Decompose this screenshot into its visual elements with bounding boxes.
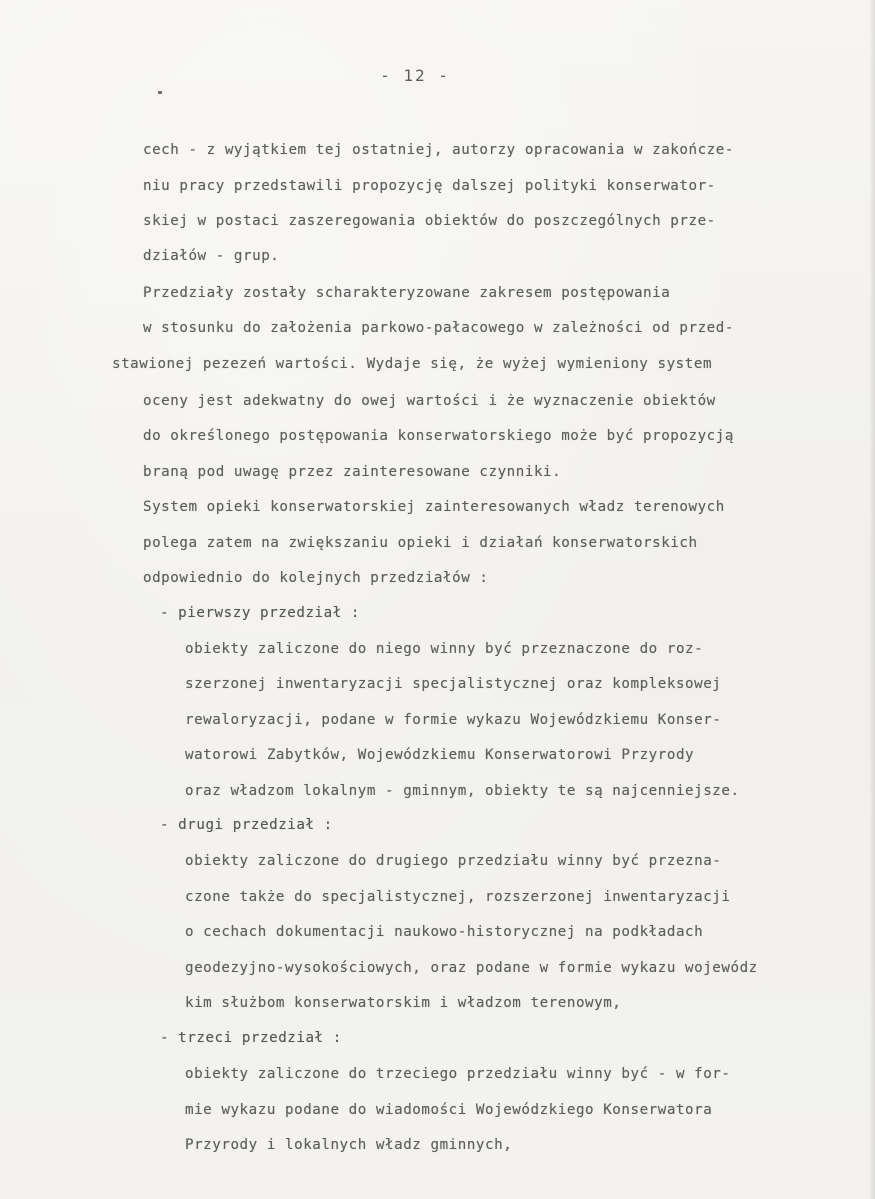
list-heading-first: - pierwszy przedział :	[160, 605, 361, 621]
text-line: watorowi Zabytków, Wojewódzkiemu Konserwatorowi Przyrody	[185, 747, 695, 763]
list-heading-second: - drugi przedział :	[160, 817, 333, 833]
text-line: Przedziały zostały scharakteryzowane zakresem postępowania	[143, 285, 671, 301]
text-line: niu pracy przedstawili propozycję dalszej polityki konserwator-	[143, 178, 716, 194]
text-line: obiekty zaliczone do trzeciego przedziału winny być - w for-	[185, 1066, 731, 1082]
ink-speck	[158, 91, 162, 94]
text-line: do określonego postępowania konserwatorskiego może być propozycją	[143, 428, 734, 444]
text-line: kim służbom konserwatorskim i władzom terenowym,	[185, 995, 622, 1011]
text-line: skiej w postaci zaszeregowania obiektów do poszczególnych prze-	[143, 213, 716, 229]
text-line: szerzonej inwentaryzacji specjalistycznej oraz kompleksowej	[185, 676, 722, 692]
text-line: oceny jest adekwatny do owej wartości i że wyznaczenie obiektów	[143, 393, 716, 409]
text-line: mie wykazu podane do wiadomości Wojewódzkiego Konserwatora	[185, 1102, 713, 1118]
text-line: o cechach dokumentacji naukowo-historycznej na podkładach	[185, 924, 704, 940]
page-edge-shadow	[869, 0, 875, 1199]
text-line: System opieki konserwatorskiej zainteresowanych władz terenowych	[143, 499, 725, 515]
text-line: braną pod uwagę przez zainteresowane czynniki.	[143, 464, 562, 480]
list-heading-third: - trzeci przedział :	[160, 1030, 342, 1046]
text-line: cech - z wyjątkiem tej ostatniej, autorzy opracowania w zakończe-	[143, 142, 734, 158]
text-line: obiekty zaliczone do drugiego przedziału winny być przezna-	[185, 853, 722, 869]
text-line: czone także do specjalistycznej, rozszerzonej inwentaryzacji	[185, 889, 731, 905]
text-line: obiekty zaliczone do niego winny być przeznaczone do roz-	[185, 641, 704, 657]
text-line: geodezyjno-wysokościowych, oraz podane w formie wykazu wojewódz	[185, 960, 758, 976]
text-line: działów - grup.	[143, 248, 280, 264]
text-line: odpowiednio do kolejnych przedziałów :	[143, 570, 489, 586]
text-line: stawionej pezezeń wartości. Wydaje się, że wyżej wymieniony system	[112, 356, 713, 372]
text-line: oraz władzom lokalnym - gminnym, obiekty te są najcenniejsze.	[185, 783, 740, 799]
text-line: rewaloryzacji, podane w formie wykazu Wojewódzkiemu Konser-	[185, 712, 722, 728]
text-line: Przyrody i lokalnych władz gminnych,	[185, 1137, 513, 1153]
text-line: w stosunku do założenia parkowo-pałacowego w zależności od przed-	[143, 320, 734, 336]
text-line: polega zatem na zwiększaniu opieki i działań konserwatorskich	[143, 535, 698, 551]
page-number: - 12 -	[380, 66, 450, 85]
